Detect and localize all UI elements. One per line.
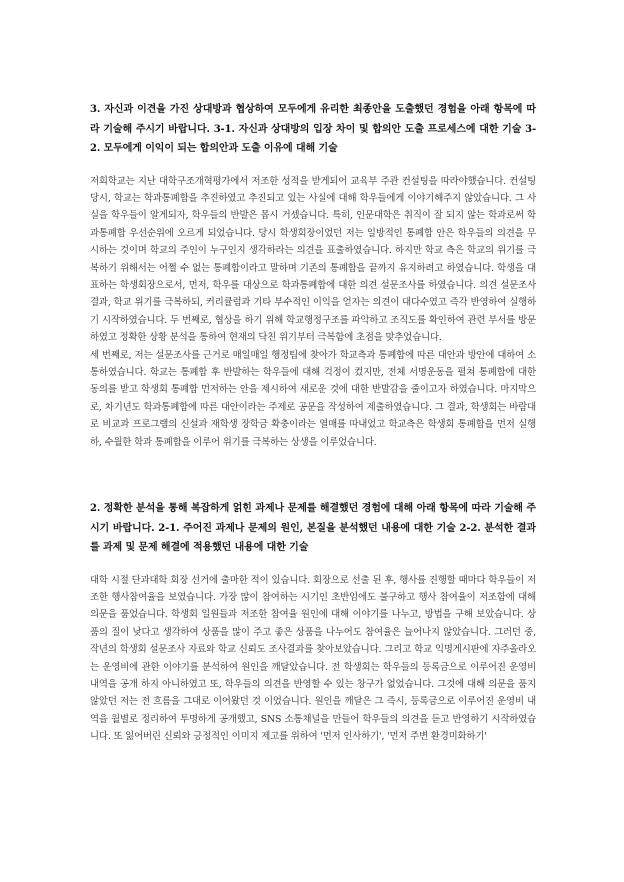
section-1-paragraph-1: 저희학교는 지난 대학구조개혁평가에서 저조한 성적을 받게되어 교육부 주관 컨설팅을 따라야했습니다. 컨설팅 당시, 학교는 학과통폐합을 추진하였고 추진되고 있는 사실에 대해 학우들에게 이야기해주지 않았습니다. 그 사실을 학우들이 알게되자, 학우들의 반발은 몹시 거셌습니다. 특히, 인문대학은 취직이 잘 되지 않는 학과로써 학과통폐합 우선순위에 오르게 되었습니다. 당시 학생회장이었던 저는 일방적인 통폐합 안은 학우들의 의견을 무시하는 것이며 학교의 주인이 누구인지 생각하라는 의견을 표출하였습니다. 하지만 학교 측은 학교의 위기를 극복하기 위해서는 어쩔 수 없는 통폐합이라고 말하며 기존의 통폐합을 끝까지 유지하려고 하였습니다. 학생을 대표하는 학생회장으로서, 먼저, 학우를 대상으로 학과통폐합에 대한 의견 설문조사를 하였습니다. 의견 설문조사 결과, 학교 위기를 극복하되, 커리큘럼과 기타 부수적인 이익을 얻자는 의견이 대다수였고 즉각 반영하여 실행하기 시작하였습니다. 두 번째로, 협상을 하기 위해 학교행정구조를 파악하고 조직도를 확인하여 관련 부서를 방문하였고 정확한 상황 분석을 통하여 현재의 닥친 위기부터 극복함에 초점을 맞추었습니다. xyxy=(90,175,536,344)
section-1-heading: 3. 자신과 이견을 가진 상대방과 협상하여 모두에게 유리한 최종안을 도출했던 경험을 아래 항목에 따라 기술해 주시기 바랍니다. 3-1. 자신과 상대방의 입장 차이 및 합의안 도출 프로세스에 대한 기술 3-2. 모두에게 이익이 되는 합의안과 도출 이유에 대해 기술 xyxy=(90,104,536,154)
document-body xyxy=(90,100,536,746)
section-1-paragraph-2: 세 번째로, 저는 설문조사를 근거로 매일매일 행정팀에 찾아가 학교측과 통폐합에 따른 대안과 방안에 대하여 소통하였습니다. 학교는 통폐합 후 반발하는 학우들에 대해 걱정이 컸지만, 전체 서명운동을 펼쳐 통폐합에 대한 동의를 받고 학생회 통폐합 먼저하는 안을 제시하여 새로운 것에 대한 반발감을 줄이고자 하였습니다. 마지막으로, 차기년도 학과통폐합에 따른 대안이라는 주제로 공문을 작성하여 제출하였습니다. 그 결과, 학생회는 바람대로 비교과 프로그램의 신설과 재학생 장학금 확충이라는 열매를 따내었고 학교측은 학생회 통폐합을 먼저 실행하, 수월한 학과 통폐합을 이루어 위기를 극복하는 상생을 이루었습니다. xyxy=(90,349,536,448)
section-2-paragraph-1: 대학 시절 단과대학 회장 선거에 출마한 적이 있습니다. 회장으로 선출 된 후, 행사를 진행할 때마다 학우들이 저조한 행사참여율을 보였습니다. 가장 많이 참여하는 시기인 초반임에도 불구하고 행사 참여율이 저조함에 대해 의문을 품었습니다. 학생회 일원들과 저조한 참여율 원인에 대해 이야기를 나누고, 방법을 구해 보았습니다. 상품의 질이 낮다고 생각하여 상품을 많이 주고 좋은 상품을 나누어도 참여율은 늘어나지 않았습니다. 그러던 중, 작년의 학생회 설문조사 자료와 학교 신뢰도 조사결과를 찾아보았습니다. 그리고 학교 익명게시판에 자주올라오는 운영비에 관한 이야기를 분석하여 원인을 깨달았습니다. 전 학생회는 학우들의 등록금으로 이루어진 운영비 내역을 공개 하지 아니하였고 또, 학우들의 의견을 반영할 수 있는 창구가 없었습니다. 그것에 대해 의문을 품지 않았던 저는 전 흐름을 그대로 이어왔던 것 이었습니다. 원인을 깨달은 그 즉시, 등록금으로 이루어진 운영비 내역을 월별로 정리하여 투명하게 공개했고, SNS 소통채널을 만들어 학우들의 의견을 듣고 반영하기 시작하였습니다. 또 잃어버린 신뢰와 긍정적인 이미지 제고를 위하여 '먼저 인사하기', '먼저 주변 환경미화하기' xyxy=(90,574,536,743)
section-2-heading: 2. 정확한 분석을 통해 복잡하게 얽힌 과제나 문제를 해결했던 경험에 대해 아래 항목에 따라 기술해 주시기 바랍니다. 2-1. 주어진 과제나 문제의 원인, 본질을 분석했던 내용에 대한 기술 2-2. 분석한 결과를 과제 및 문제 해결에 적용했던 내용에 대한 기술 xyxy=(90,503,536,553)
